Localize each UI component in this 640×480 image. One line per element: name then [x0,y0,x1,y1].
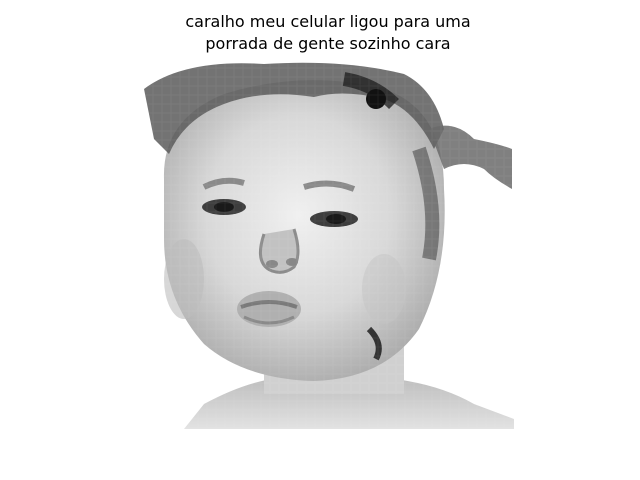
caption-line-2: porrada de gente sozinho cara [205,34,451,53]
child-face-photo [144,59,514,429]
image-caption [120,11,536,55]
caption-line-1: caralho meu celular ligou para uma [185,12,471,31]
